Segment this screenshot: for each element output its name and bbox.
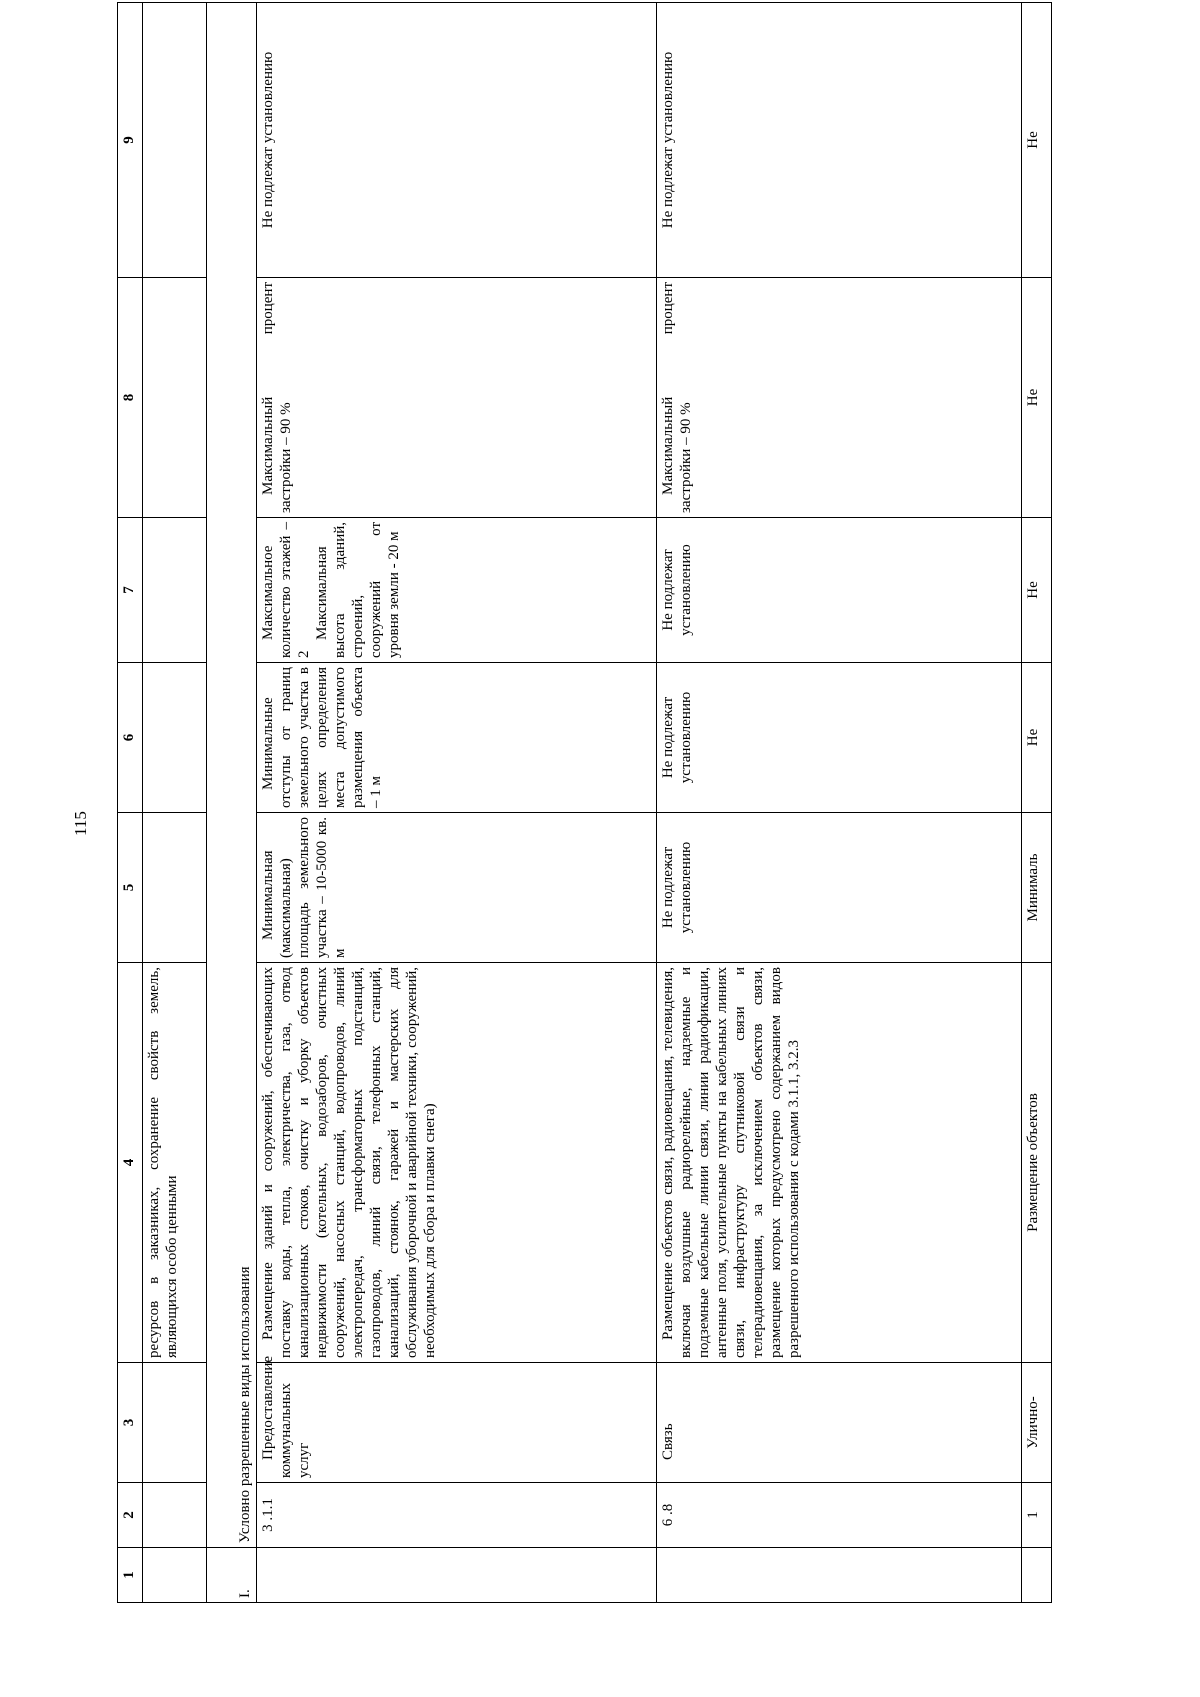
header-col-8: 8 <box>118 278 143 518</box>
row-coverage: Максимальный процент застройки – 90 % <box>257 278 657 518</box>
row-height: Максимальная высота зданий, строений, сооружений от уровня земли - 20 м <box>314 522 402 658</box>
rotated-page <box>117 3 1122 1603</box>
row-description: Размещение зданий и сооружений, обеспечивающих поставку воды, тепла, электричества, газа, отвод канализационных стоков, очистку и уборку объектов недвижимости (котельных, водозаборов, очистных сооружений, насосных станций, водопроводов, линий электропередач, трансформаторных подстанций, газопроводов, линий связи, телефонных станций, канализаций, стоянок, гаражей и мастерских для обслуживания уборочной и аварийной техники, сооружений, необходимых для сбора и плавки снега) <box>257 963 657 1363</box>
row-code: 3 .1.1 <box>257 1483 657 1548</box>
page-number: 115 <box>71 811 90 836</box>
header-col-6: 6 <box>118 663 143 813</box>
row-col9: Не <box>1022 3 1052 278</box>
row-code: 6 .8 <box>657 1483 1022 1548</box>
row-code: 1 <box>1022 1483 1052 1548</box>
land-use-table <box>117 2 1052 1603</box>
header-col-4: 4 <box>118 963 143 1363</box>
table-row <box>257 3 657 1603</box>
row-setback: Не <box>1022 663 1052 813</box>
header-col-9: 9 <box>118 3 143 278</box>
row-setback: Не подлежат установлению <box>657 663 1022 813</box>
row-coverage: Не <box>1022 278 1052 518</box>
row-description: Размещение объектов связи, радиовещания, телевидения, включая воздушные радиорелейные, надземные и подземные кабельные линии связи, линии радиофикации, антенные поля, усилительные пункты на кабельных линиях связи, инфраструктуру спутниковой связи и телерадиовещания, за исключением объектов связи, размещение которых предусмотрено содержанием видов разрешенного использования с кодами 3.1.1, 3.2.3 <box>657 963 1022 1363</box>
continuation-row <box>143 3 207 1603</box>
row-area: Минималь <box>1022 813 1052 963</box>
header-col-1: 1 <box>118 1548 143 1603</box>
row-description: Размещение объектов <box>1022 963 1052 1363</box>
row-area: Минимальная (максимальная) площадь земельного участка – 10-5000 кв. м <box>257 813 657 963</box>
row-name: Улично- <box>1022 1363 1052 1483</box>
row-coverage: Максимальный процент застройки – 90 % <box>657 278 1022 518</box>
row-area: Не подлежат установлению <box>657 813 1022 963</box>
row-col9: Не подлежат установлению <box>257 3 657 278</box>
table-row-partial <box>1022 3 1052 1603</box>
header-col-2: 2 <box>118 1483 143 1548</box>
header-row <box>118 3 143 1603</box>
row-name: Предоставление коммунальных услуг <box>257 1363 657 1483</box>
header-col-3: 3 <box>118 1363 143 1483</box>
section-row <box>207 3 257 1603</box>
section-title: Условно разрешенные виды использования <box>207 3 257 1548</box>
row-floors: Максимальное количество этажей – 2 <box>260 522 312 658</box>
section-marker: I. <box>207 1548 257 1603</box>
row-floors: Не подлежат установлению <box>657 518 1022 663</box>
header-col-5: 5 <box>118 813 143 963</box>
row-name: Связь <box>657 1363 1022 1483</box>
continuation-text: ресурсов в заказниках, сохранение свойств земель, являющихся особо ценными <box>143 963 207 1363</box>
row-limits <box>257 518 657 663</box>
row-setback: Минимальные отступы от границ земельного участка в целях определения места допустимого размещения объекта – 1 м <box>257 663 657 813</box>
table-row <box>657 3 1022 1603</box>
header-col-7: 7 <box>118 518 143 663</box>
row-floors: Не <box>1022 518 1052 663</box>
row-col9: Не подлежат установлению <box>657 3 1022 278</box>
